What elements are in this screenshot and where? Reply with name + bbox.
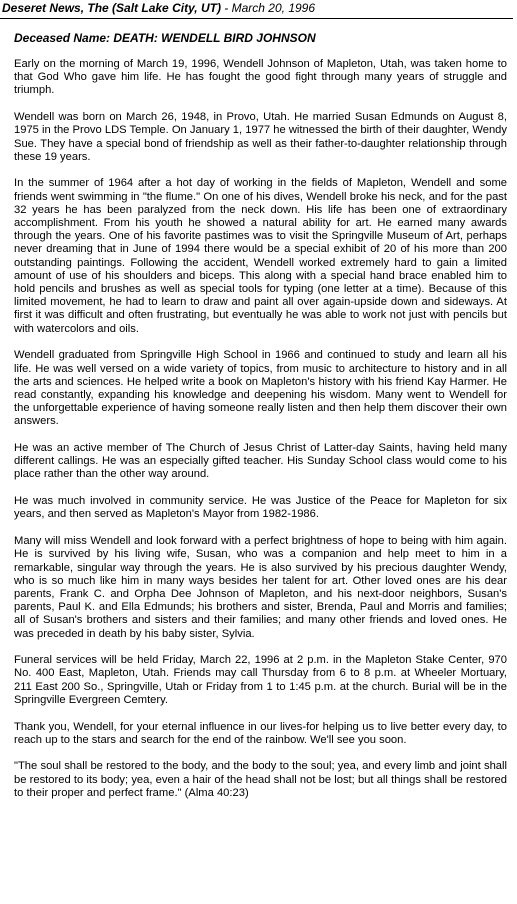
source-separator: - bbox=[220, 1, 232, 15]
paragraph-accident-art: In the summer of 1964 after a hot day of working in the fields of Mapleton, Wendell and some friends went swimming in "the flume." On one of his dives, Wendell broke his neck, and for the past 32 years he has been paralyzed from the neck down. His life has been one of extraordinary accomplishment. From his youth he showed a natural ability for art. He earned many awards through the years. One of his favorite pastimes was to visit the Springville Museum of Art, perhaps never dreaming that in June of 1994 there would be a special exhibit of 20 of his more than 200 outstanding paintings. Following the accident, Wendell worked extremely hard to gain a limited amount of use of his shoulders and biceps. This along with a special hand brace enabled him to hold pencils and brushes as well as special tools for typing (one letter at a time). Because of this limited movement, he had to learn to draw and paint all over again-upside down and sideways. At first it was difficult and often frustrating, but eventually he was able to work not just with pencils but with watercolors and oils. bbox=[14, 177, 507, 335]
paragraph-education: Wendell graduated from Springville High School in 1966 and continued to study and learn all his life. He was well versed on a wide variety of topics, from music to architecture to history and in all the arts and sciences. He helped write a book on Mapleton's history with his friend Kay Harmer. He read constantly, expanding his knowledge and deepening his wisdom. Many went to Wendell for the unforgettable experience of having someone really listen and then help them discover their own answers. bbox=[14, 349, 507, 428]
paragraph-church: He was an active member of The Church of Jesus Christ of Latter-day Saints, having held many different callings. He was an especially gifted teacher. His Sunday School class would come to his place rather than the other way around. bbox=[14, 442, 507, 481]
newspaper-name: Deseret News, The (Salt Lake City, UT) bbox=[2, 1, 221, 15]
paragraph-scripture-quote: "The soul shall be restored to the body, and the body to the soul; yea, and every limb and joint shall be restored to its body; yea, even a hair of the head shall not be lost; but all things shall be restored to their proper and perfect frame." (Alma 40:23) bbox=[14, 760, 507, 799]
publication-date: March 20, 1996 bbox=[231, 1, 316, 15]
paragraph-birth-marriage: Wendell was born on March 26, 1948, in Provo, Utah. He married Susan Edmunds on August 8, 1975 in the Provo LDS Temple. On January 1, 1977 he witnessed the birth of their daughter, Wendy Sue. They have a special bond of friendship as well as their father-to-daughter relationship through these 19 years. bbox=[14, 111, 507, 163]
paragraph-thank-you: Thank you, Wendell, for your eternal influence in our lives-for helping us to live better every day, to reach up to the stars and search for the end of the rainbow. We'll see you soon. bbox=[14, 720, 507, 746]
paragraph-passing: Early on the morning of March 19, 1996, Wendell Johnson of Mapleton, Utah, was taken home to that God Who gave him life. He has fought the good fight through many years of struggle and triumph. bbox=[14, 58, 507, 97]
paragraph-survivors: Many will miss Wendell and look forward with a perfect brightness of hope to being with him again. He is survived by his living wife, Susan, who was a companion and help meet to him in a remarkable, singular way through the years. He is also survived by his precious daughter Wendy, who is so much like him in many ways besides her talent for art. Other loved ones are his dear parents, Frank C. and Orpha Dee Johnson of Mapleton, and his next-door neighbors, Susan's parents, Paul K. and Ella Edmunds; his brothers and sister, Brenda, Paul and Morris and families; all of Susan's brothers and sisters and their families; and many other friends and loved ones. He was preceded in death by his baby sister, Sylvia. bbox=[14, 535, 507, 640]
deceased-name-heading: Deceased Name: DEATH: WENDELL BIRD JOHNSON bbox=[14, 31, 316, 45]
source-line bbox=[2, 1, 315, 16]
header-divider bbox=[0, 18, 513, 19]
obituary-body bbox=[14, 58, 507, 814]
paragraph-community-service: He was much involved in community service. He was Justice of the Peace for Mapleton for six years, and then served as Mapleton's Mayor from 1982-1986. bbox=[14, 495, 507, 521]
paragraph-funeral-services: Funeral services will be held Friday, March 22, 1996 at 2 p.m. in the Mapleton Stake Center, 970 No. 400 East, Mapleton, Utah. Friends may call Thursday from 6 to 8 p.m. at Wheeler Mortuary, 211 East 200 So., Springville, Utah or Friday from 1 to 1:45 p.m. at the church. Burial will be in the Springville Evergreen Cemtery. bbox=[14, 654, 507, 706]
